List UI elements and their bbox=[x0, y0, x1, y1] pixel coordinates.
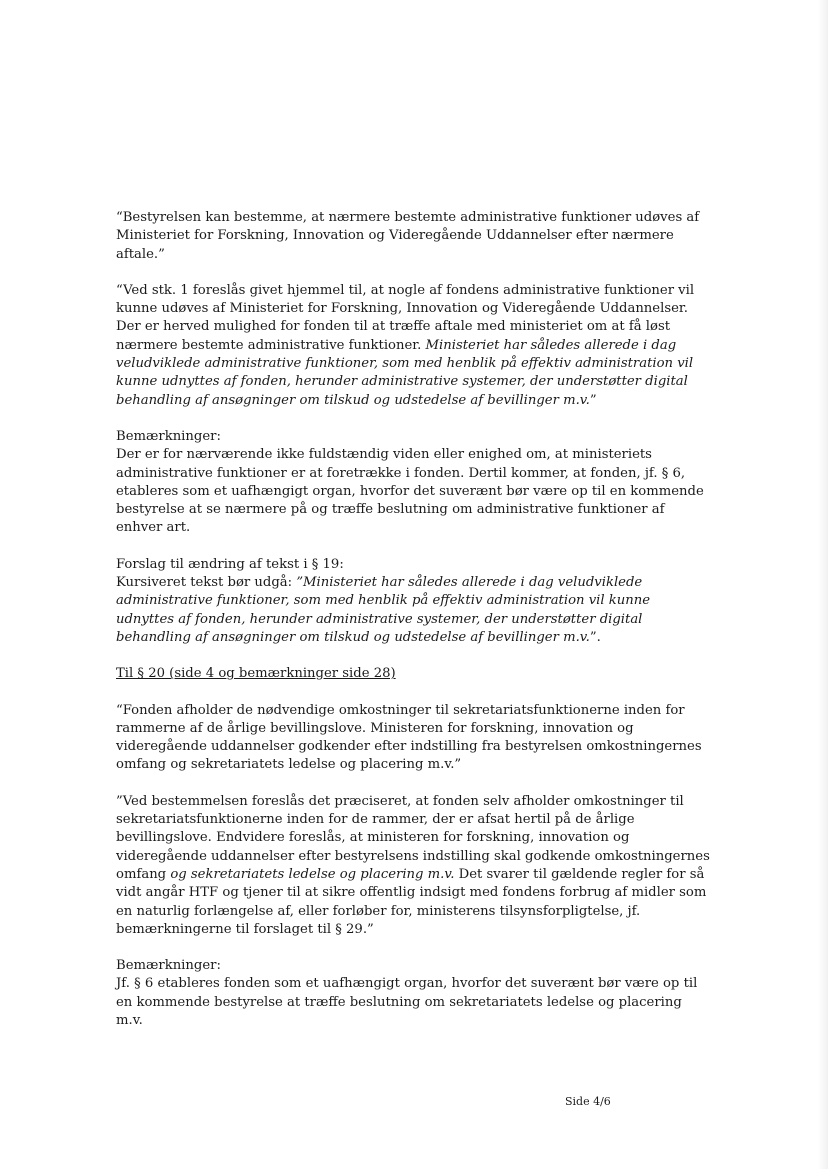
page-edge-shadow bbox=[818, 0, 828, 1169]
proposal-block bbox=[116, 556, 712, 647]
quote-paragraph-2 bbox=[116, 282, 712, 410]
document-body bbox=[116, 209, 712, 1048]
quote-paragraph-2-italic: Ministeriet har således allerede i dag veludviklede administrative funktioner, som med henblik på effektiv administration vil kunne udnyttes af fonden, herunder administrative systemer, der understøtter digital behandling af ansøgninger om tilskud og udstedelse af bevillinger m.v. bbox=[116, 337, 694, 408]
quote-paragraph-4 bbox=[116, 793, 712, 939]
section-heading-20: Til § 20 (side 4 og bemærkninger side 28) bbox=[116, 666, 396, 682]
quote-paragraph-4-end: Det svarer til gældende regler for så vidt angår HTF og tjener til at sikre offentlig indsigt med fondens forbrug af midler som en naturlig forlængelse af, eller forløber for, ministerens tilsynsforpligtelse, jf. bemærkningerne til forslaget til § 29.” bbox=[116, 866, 707, 937]
quote-paragraph-4-plain: ”Ved bestemmelsen foreslås det præciseret, at fonden selv afholder omkostninger til sekretariatsfunktionerne inden for de rammer, der er afsat hertil på de årlige bevillingslove. Endvidere foreslås, at ministeren for forskning, innovation og videregående uddannelser efter bestyrelsens indstilling skal godkende omkostningernes omfang bbox=[116, 793, 710, 882]
remarks-body-2: Jf. § 6 etableres fonden som et uafhængigt organ, hvorfor det suverænt bør være op til en kommende bestyrelse at træffe beslutning om sekretariatets ledelse og placering m.v. bbox=[116, 976, 698, 1028]
quote-paragraph-1: “Bestyrelsen kan bestemme, at nærmere bestemte administrative funktioner udøves af Ministeriet for Forskning, Innovation og Videregående Uddannelser efter nærmere aftale.” bbox=[116, 210, 700, 262]
proposal-italic-text: ”Ministeriet har således allerede i dag veludviklede administrative funktioner, som med henblik på effektiv administration vil kunne udnyttes af fonden, herunder administrative systemer, der understøtter digital behandling af ansøgninger om tilskud og udstedelse af bevillinger m.v. bbox=[116, 575, 651, 645]
remarks-heading-2: Bemærkninger: bbox=[116, 958, 221, 974]
quote-paragraph-2-plain: “Ved stk. 1 foreslås givet hjemmel til, at nogle af fondens administrative funktioner vil kunne udøves af Ministeriet for Forskning, Innovation og Videregående Uddannelser. Der er herved mulighed for fonden til at træffe aftale med ministeriet om at få løst nærmere bestemte administrative funktioner. bbox=[116, 282, 695, 353]
remarks-heading-1: Bemærkninger: bbox=[116, 428, 221, 444]
proposal-end: ”. bbox=[589, 629, 601, 645]
remarks-body-1: Der er for nærværende ikke fuldstændig viden eller enighed om, at ministeriets administrative funktioner er at foretrække i fonden. Dertil kommer, at fonden, jf. § 6, etableres som et uafhængigt organ, hvorfor det suverænt bør være op til en kommende bestyrelse at se nærmere på og træffe beslutning om administrative funktioner af enhver art. bbox=[116, 447, 704, 536]
quote-paragraph-3: “Fonden afholder de nødvendige omkostninger til sekretariatsfunktionerne inden for rammerne af de årlige bevillingslove. Ministeren for forskning, innovation og videregående uddannelser godkender efter indstilling fra bestyrelsen omkostningernes omfang og sekretariatets ledelse og placering m.v.” bbox=[116, 702, 702, 773]
remarks-block-1 bbox=[116, 428, 712, 538]
proposal-lead: Kursiveret tekst bør udgå: bbox=[116, 575, 297, 591]
quote-paragraph-4-italic: og sekretariatets ledelse og placering m.v. bbox=[170, 866, 455, 882]
quote-paragraph-2-end: ” bbox=[589, 392, 597, 408]
page-number: Side 4/6 bbox=[565, 1095, 611, 1108]
proposal-heading: Forslag til ændring af tekst i § 19: bbox=[116, 556, 344, 572]
remarks-block-2 bbox=[116, 957, 712, 1030]
